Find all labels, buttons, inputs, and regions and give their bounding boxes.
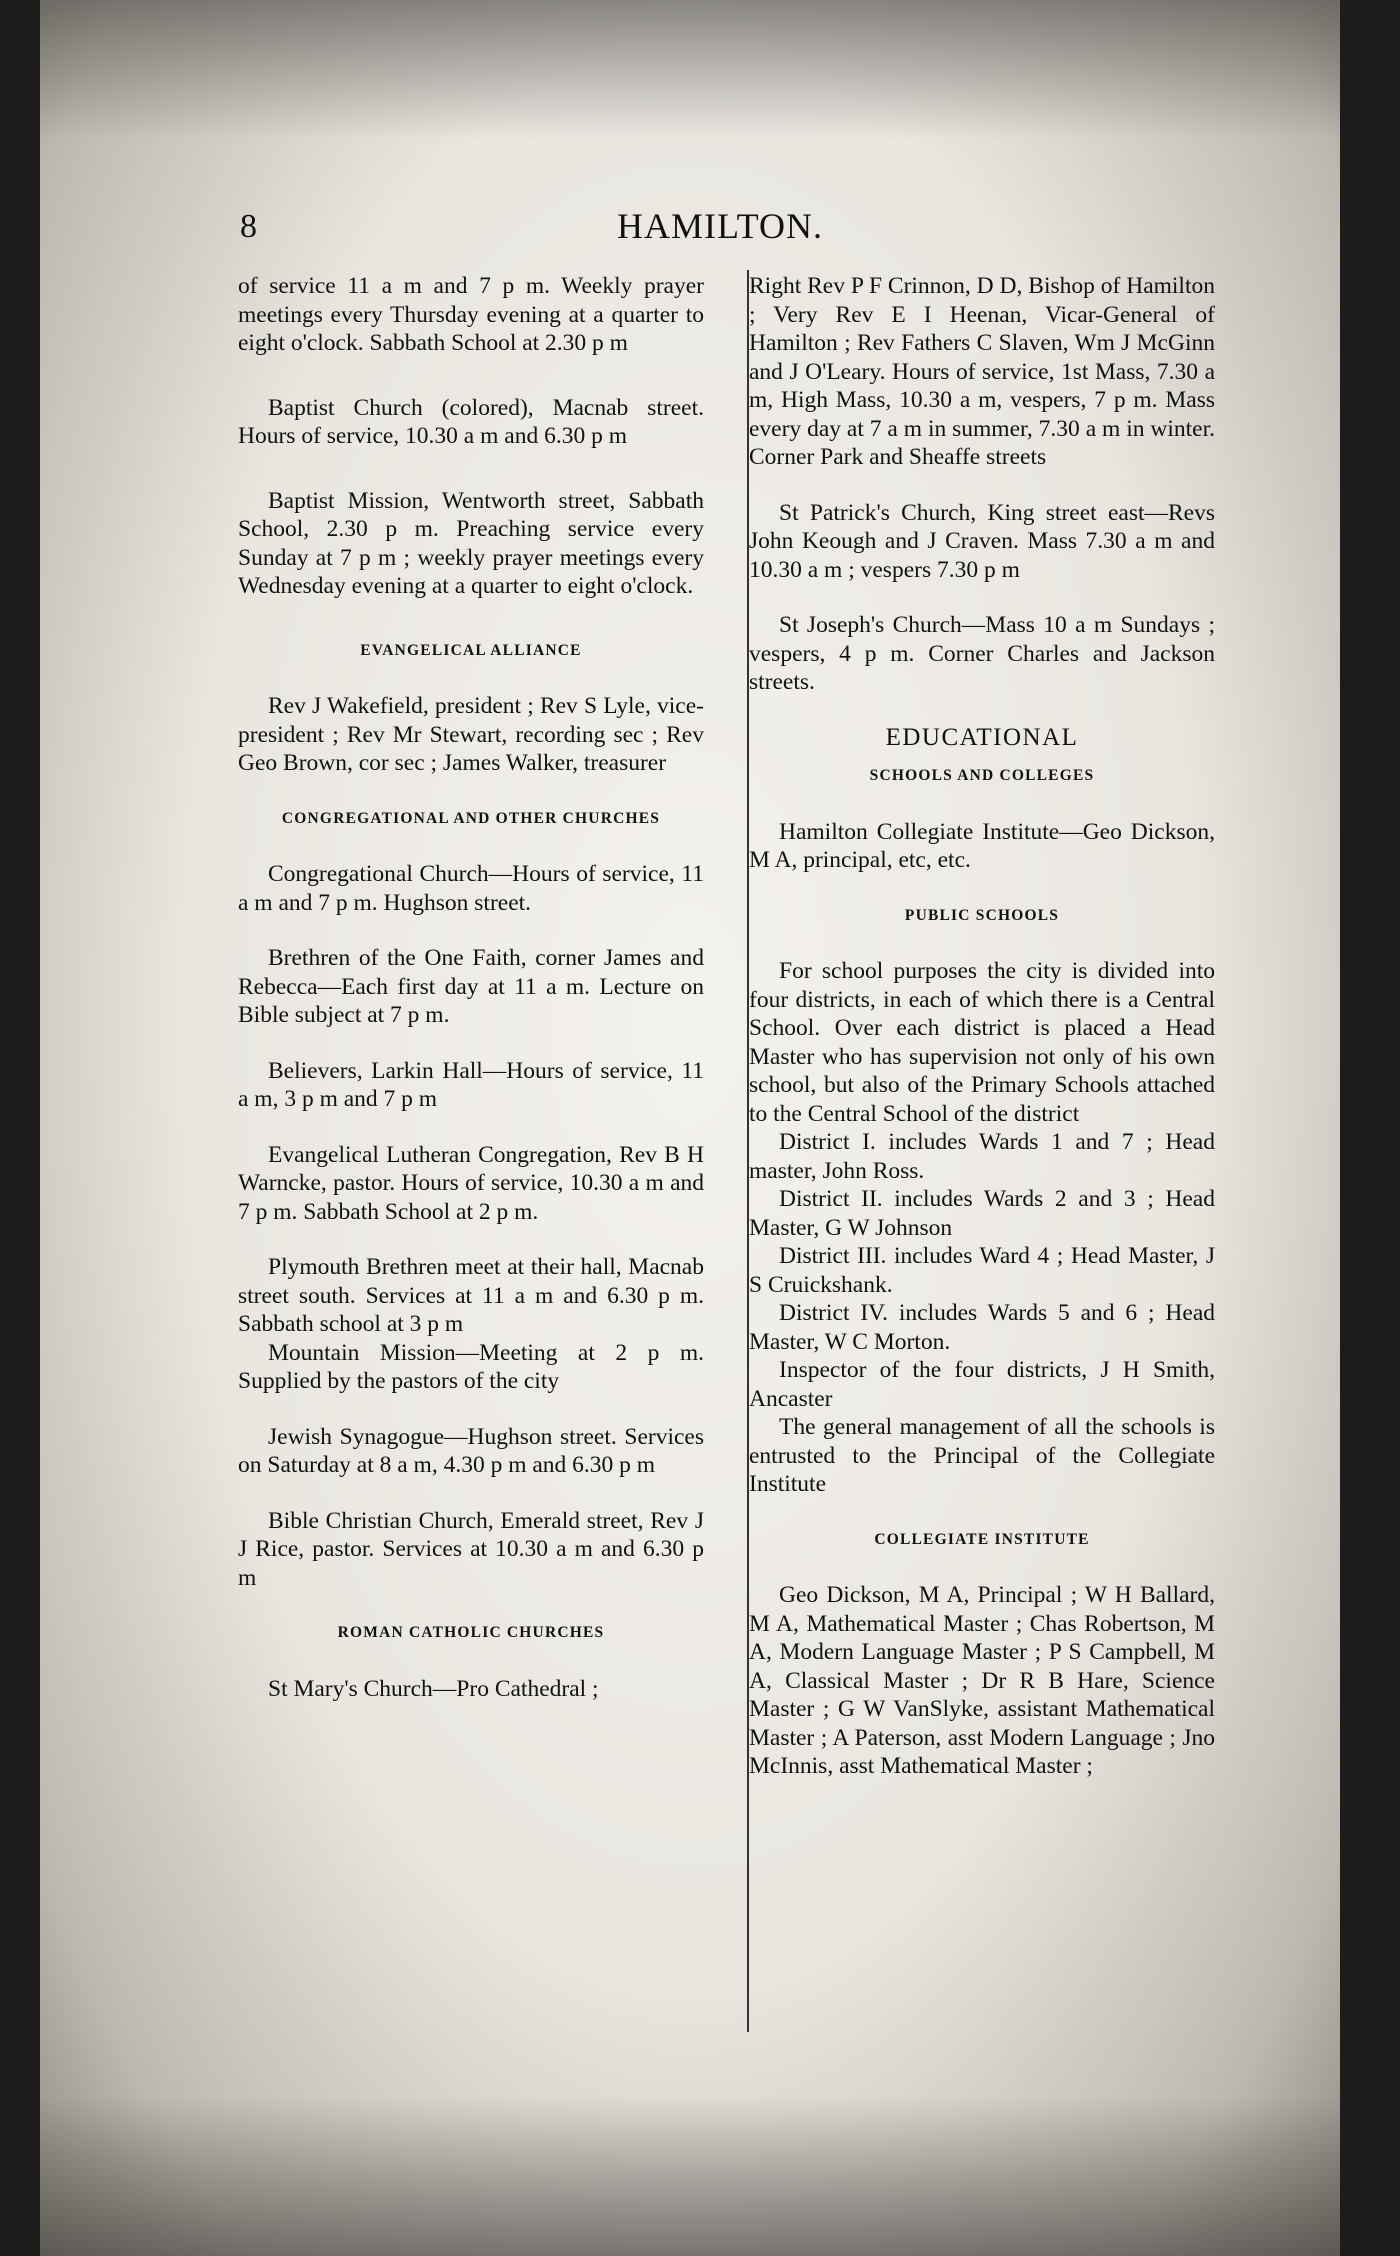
scan-shadow-bottom — [40, 2096, 1340, 2256]
paragraph: District III. includes Ward 4 ; Head Master, J S Cruickshank. — [749, 1243, 1215, 1298]
section-heading: CONGREGATIONAL AND OTHER CHURCHES — [281, 809, 661, 827]
subsection-heading: PUBLIC SCHOOLS — [904, 906, 1060, 924]
paragraph: The general management of all the schools is entrusted to the Principal of the Collegiate Institute — [749, 1414, 1215, 1497]
paragraph: Right Rev P F Crinnon, D D, Bishop of Hamilton ; Very Rev E I Heenan, Vicar-General of Hamilton ; Rev Fathers C Slaven, Wm J McGinn and J O'Leary. Hours of service, 1st Mass, 7.30 a m, High Mass, 10.30 a m, vespers, 7 p m. Mass every day at 7 a m in summer, 7.30 a m in winter. Corner Park and Sheaffe streets — [749, 273, 1215, 470]
section-heading: EDUCATIONAL — [885, 723, 1079, 751]
scan-shadow-top — [40, 0, 1340, 140]
page-number: 8 — [240, 208, 257, 245]
paragraph: District I. includes Wards 1 and 7 ; Head master, John Ross. — [749, 1129, 1215, 1184]
paragraph: Baptist Mission, Wentworth street, Sabbath School, 2.30 p m. Preaching service every Sunday at 7 p m ; weekly prayer meetings every Wednesday evening at a quarter to eight o'clock. — [238, 487, 704, 599]
section-heading: EVANGELICAL ALLIANCE — [360, 641, 582, 659]
paragraph: Brethren of the One Faith, corner James and Rebecca—Each first day at 11 a m. Lecture on Bible subject at 7 p m. — [238, 945, 704, 1028]
paragraph: District IV. includes Wards 5 and 6 ; Head Master, W C Morton. — [749, 1300, 1215, 1355]
paragraph: Inspector of the four districts, J H Smith, Ancaster — [749, 1357, 1215, 1412]
paragraph: Geo Dickson, M A, Principal ; W H Ballard, M A, Mathematical Master ; Chas Robertson, M A, Modern Language Master ; P S Campbell, M A, Classical Master ; Dr R B Hare, Science Master ; G W VanSlyke, assistant Mathematical Master ; A Paterson, asst Modern Language ; Jno McInnis, asst Mathematical Master ; — [749, 1582, 1215, 1779]
running-head: HAMILTON. — [616, 206, 823, 246]
paragraph: District II. includes Wards 2 and 3 ; Head Master, G W Johnson — [749, 1186, 1215, 1241]
paragraph: Hamilton Collegiate Institute—Geo Dickson, M A, principal, etc, etc. — [749, 818, 1215, 873]
left-column — [238, 272, 704, 1703]
paragraph: Plymouth Brethren meet at their hall, Macnab street south. Services at 11 a m and 6.30 p m. Sabbath school at 3 p m — [238, 1254, 704, 1337]
paragraph: Bible Christian Church, Emerald street, Rev J J Rice, pastor. Services at 10.30 a m and 6.30 p m — [238, 1507, 704, 1591]
paragraph: Baptist Church (colored), Macnab street. Hours of service, 10.30 a m and 6.30 p m — [238, 394, 704, 449]
paragraph: of service 11 a m and 7 p m. Weekly prayer meetings every Thursday evening at a quarter to eight o'clock. Sabbath School at 2.30 p m — [238, 273, 704, 356]
paragraph: For school purposes the city is divided into four districts, in each of which there is a Central School. Over each district is placed a Head Master who has supervision not only of his own school, but also of the Primary Schools attached to the Central School of the district — [749, 958, 1215, 1127]
paragraph: St Joseph's Church—Mass 10 a m Sundays ; vespers, 4 p m. Corner Charles and Jackson streets. — [749, 612, 1215, 695]
paragraph: Believers, Larkin Hall—Hours of service, 11 a m, 3 p m and 7 p m — [238, 1057, 704, 1112]
paragraph: St Mary's Church—Pro Cathedral ; — [268, 1675, 599, 1702]
paragraph: Rev J Wakefield, president ; Rev S Lyle, vice-president ; Rev Mr Stewart, recording sec ; Rev Geo Brown, cor sec ; James Walker, treasurer — [238, 693, 704, 776]
paragraph: Jewish Synagogue—Hughson street. Services on Saturday at 8 a m, 4.30 p m and 6.30 p m — [238, 1423, 704, 1478]
paragraph: Mountain Mission—Meeting at 2 p m. Supplied by the pastors of the city — [238, 1339, 704, 1394]
section-heading: ROMAN CATHOLIC CHURCHES — [337, 1624, 605, 1641]
subsection-heading: COLLEGIATE INSTITUTE — [874, 1530, 1090, 1548]
right-column — [749, 272, 1215, 1781]
paragraph: Evangelical Lutheran Congregation, Rev B H Warncke, pastor. Hours of service, 10.30 a m and 7 p m. Sabbath School at 2 p m. — [238, 1141, 704, 1225]
subsection-heading: SCHOOLS AND COLLEGES — [869, 767, 1095, 784]
paragraph: St Patrick's Church, King street east—Revs John Keough and J Craven. Mass 7.30 a m and 10.30 a m ; vespers 7.30 p m — [749, 499, 1215, 583]
paragraph: Congregational Church—Hours of service, 11 a m and 7 p m. Hughson street. — [238, 861, 704, 916]
